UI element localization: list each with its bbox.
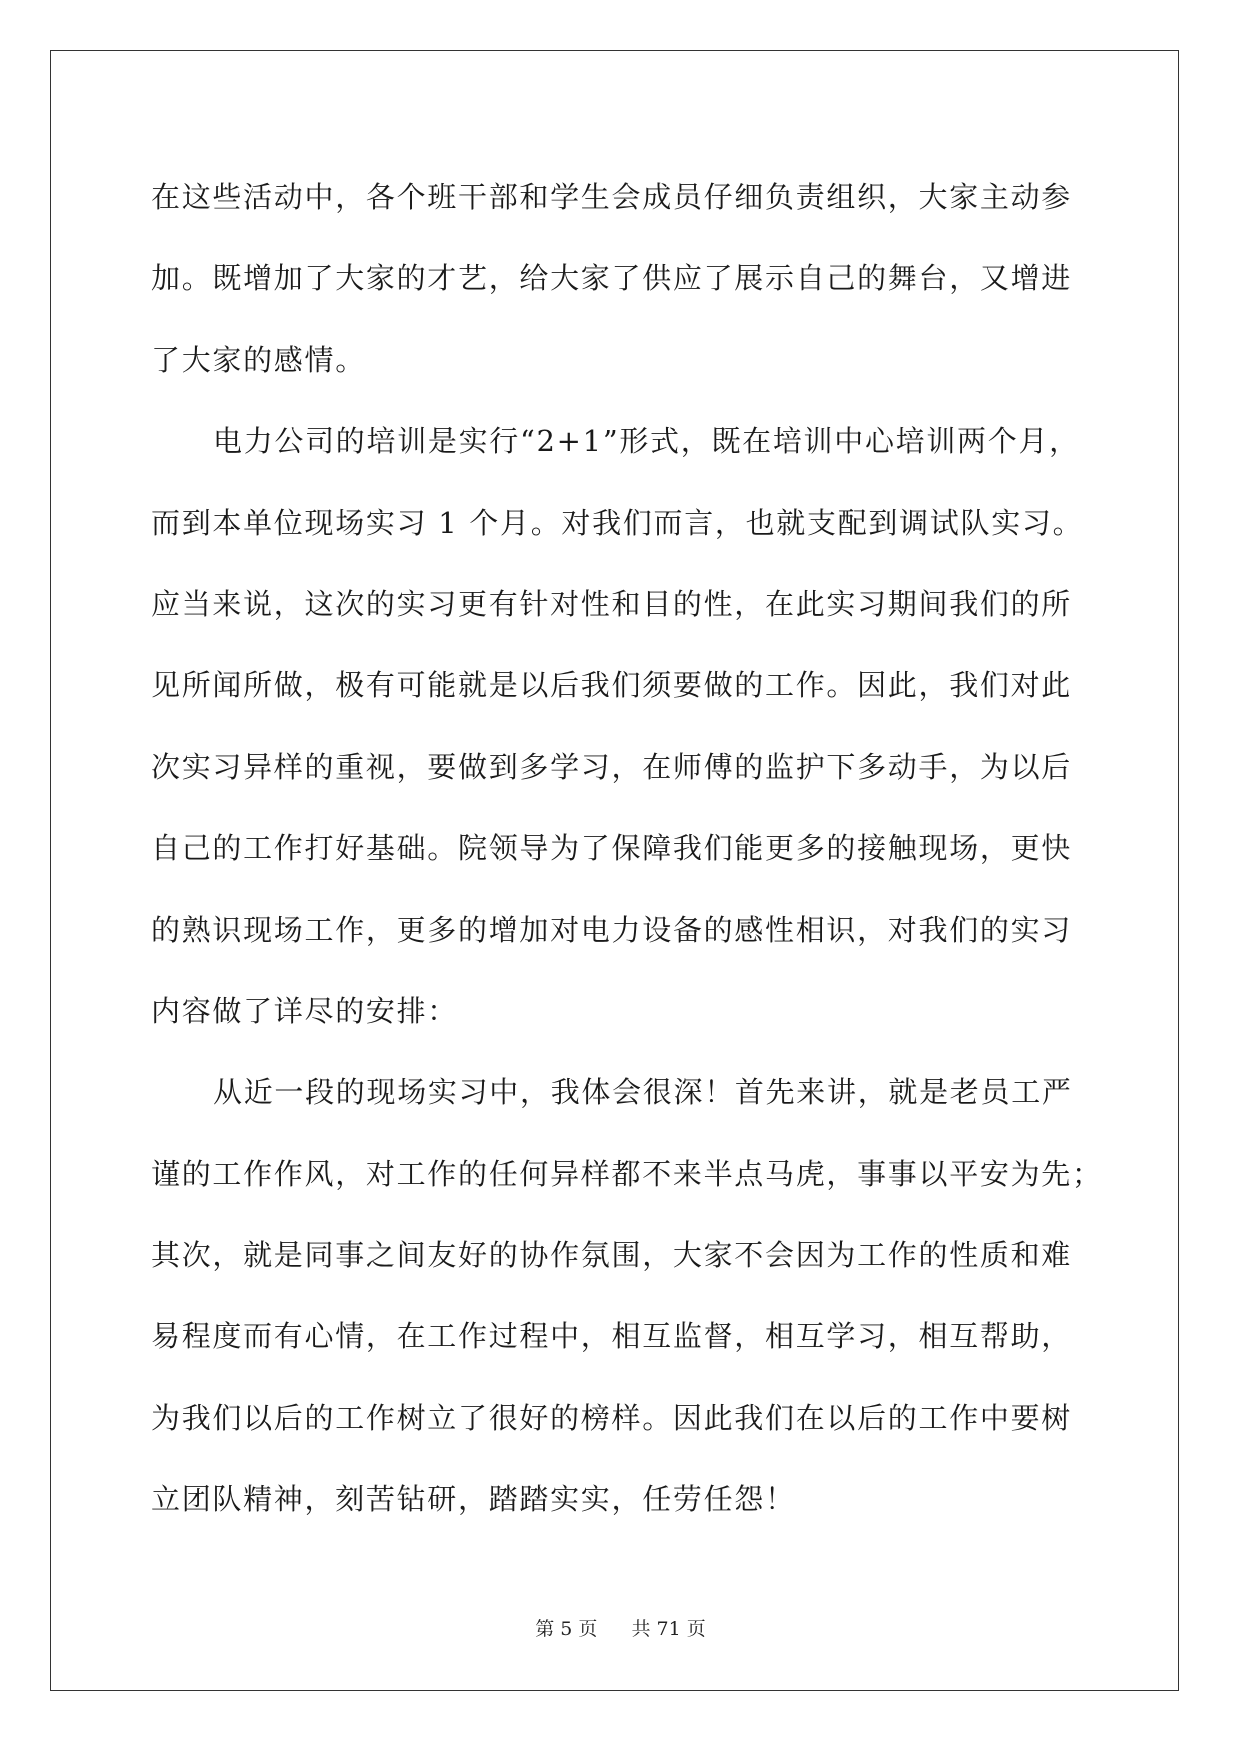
- text-line: 从近一段的现场实习中，我体会很深！首先来讲，就是老员工严: [213, 1075, 1073, 1110]
- text-line: 的熟识现场工作，更多的增加对电力设备的感性相识，对我们的实习: [151, 912, 1073, 947]
- page-number: 第 5 页: [535, 1618, 598, 1640]
- text-line: 电力公司的培训是实行“2+1”形式，既在培训中心培训两个月，: [213, 424, 1080, 459]
- text-line: 谨的工作作风，对工作的任何异样都不来半点马虎，事事以平安为先；: [151, 1156, 1103, 1191]
- paragraph-3: [151, 1052, 1103, 1540]
- text-line: 而到本单位现场实习 1 个月。对我们而言，也就支配到调试队实习。: [151, 505, 1084, 540]
- page-footer: [0, 1614, 1241, 1641]
- paragraph-1: [151, 157, 1091, 401]
- text-line: 立团队精神，刻苦钻研，踏踏实实，任劳任怨！: [151, 1482, 796, 1517]
- text-line: 其次，就是同事之间友好的协作氛围，大家不会因为工作的性质和难: [151, 1238, 1073, 1273]
- text-line: 次实习异样的重视，要做到多学习，在师傅的监护下多动手，为以后: [151, 749, 1073, 784]
- text-line: 了大家的感情。: [151, 342, 366, 377]
- page-total: 共 71 页: [631, 1618, 706, 1640]
- text-line: 为我们以后的工作树立了很好的榜样。因此我们在以后的工作中要树: [151, 1400, 1073, 1435]
- text-line: 自己的工作打好基础。院领导为了保障我们能更多的接触现场，更快: [151, 831, 1073, 866]
- text-line: 应当来说，这次的实习更有针对性和目的性，在此实习期间我们的所: [151, 586, 1073, 621]
- text-line: 见所闻所做，极有可能就是以后我们须要做的工作。因此，我们对此: [151, 668, 1073, 703]
- text-line: 加。既增加了大家的才艺，给大家了供应了展示自己的舞台，又增进: [151, 261, 1073, 296]
- paragraph-2: [151, 401, 1091, 1052]
- text-line: 内容做了详尽的安排：: [151, 993, 459, 1028]
- text-line: 在这些活动中，各个班干部和学生会成员仔细负责组织，大家主动参: [151, 180, 1073, 214]
- text-line: 易程度而有心情，在工作过程中，相互监督，相互学习，相互帮助，: [151, 1319, 1073, 1354]
- document-body: [151, 157, 1103, 1541]
